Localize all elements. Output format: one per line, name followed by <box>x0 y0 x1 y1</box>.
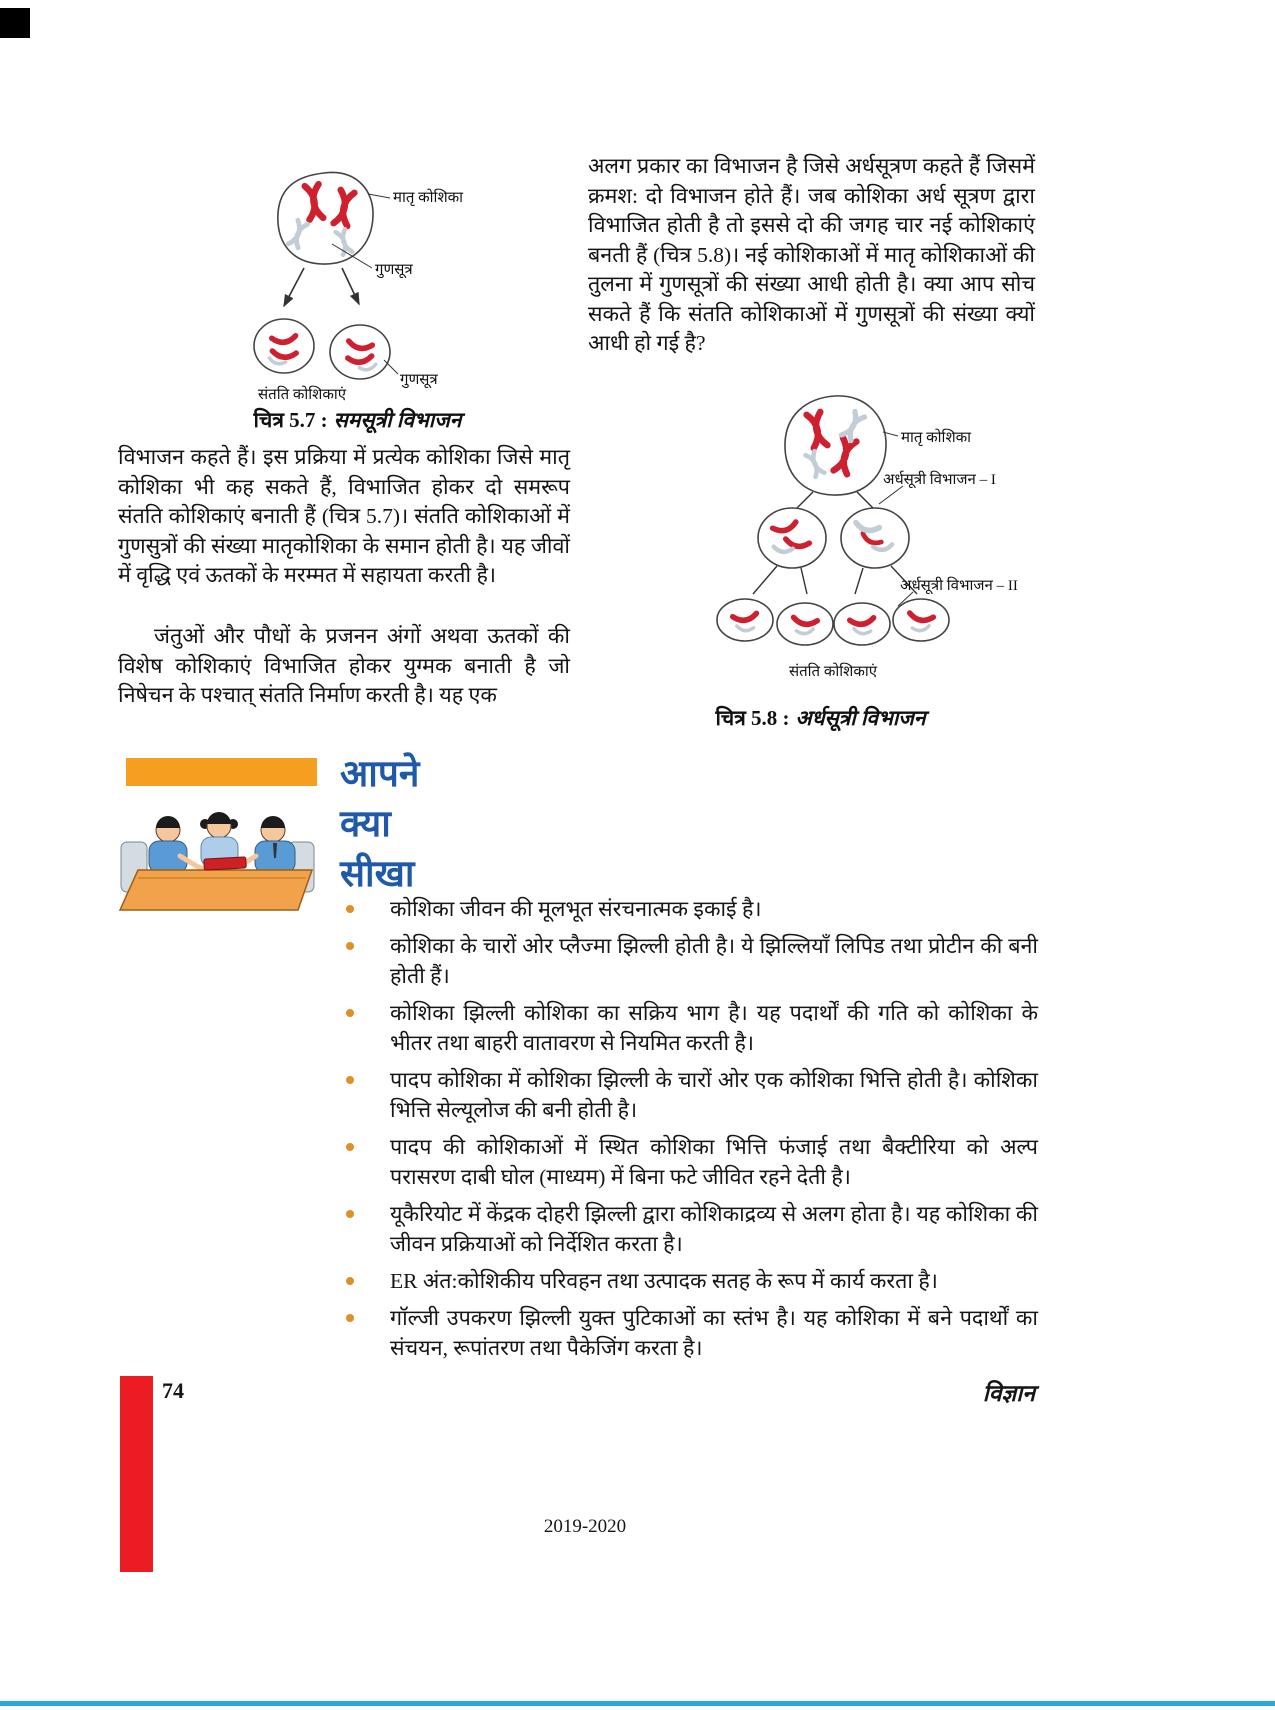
figure58-caption-title: अर्धसूत्री विभाजन <box>795 706 926 730</box>
footer-year: 2019-2020 <box>543 1516 627 1537</box>
summary-heading-line1: आपने <box>340 754 420 795</box>
list-item <box>340 894 1038 924</box>
bullet-icon <box>346 942 354 950</box>
figure57-label-daughter-cells: संतति कोशिकाएं <box>258 387 347 403</box>
bullet-text: ER अंत:कोशिकीय परिवहन तथा उत्पादक सतह के रूप में कार्य करता है। <box>390 1269 938 1293</box>
figure57-label-chromosome-bottom: गुणसूत्र <box>400 372 438 388</box>
bullet-icon <box>346 1076 354 1084</box>
summary-heading <box>340 750 419 900</box>
bullet-text: कोशिका जीवन की मूलभूत संरचनात्मक इकाई है। <box>390 897 762 921</box>
bullet-icon <box>346 1210 354 1218</box>
bullet-text: गॉल्जी उपकरण झिल्ली युक्त पुटिकाओं का स्तंभ है। यह कोशिका में बने पदार्थों का संचयन, रूपांतरण तथा पैकेजिंग करता है। <box>390 1306 1038 1360</box>
bullet-text: यूकैरियोट में केंद्रक दोहरी झिल्ली द्वारा कोशिकाद्रव्य से अलग होता है। यह कोशिका की जीवन प्रक्रियाओं को निर्देशित करता है। <box>390 1202 1038 1256</box>
figure57-label-chromosome-top: गुणसूत्र <box>375 262 413 278</box>
summary-heading-line3: सीखा <box>340 854 415 895</box>
figure57-label-mother-cell: मातृ कोशिका <box>393 190 464 206</box>
figure-meiosis <box>695 388 1040 688</box>
bullet-icon <box>346 1277 354 1285</box>
figure58-label-division1: अर्धसूत्री विभाजन – I <box>883 472 996 488</box>
students-illustration <box>116 786 321 918</box>
bullet-text: कोशिका झिल्ली कोशिका का सक्रिय भाग है। यह पदार्थों की गति को कोशिका के भीतर तथा बाहरी वातावरण से नियमित करती है। <box>390 1001 1038 1055</box>
list-item <box>340 998 1038 1058</box>
figure58-caption <box>698 704 943 732</box>
figure-mitosis <box>232 156 482 406</box>
figure57-caption-number: चित्र 5.7 : <box>253 408 328 432</box>
paragraph-gametes: जंतुओं और पौधों के प्रजनन अंगों अथवा ऊतकों की विशेष कोशिकाएं विभाजित होकर युग्मक बनाती है जो निषेचन के पश्चात् संतति निर्माण करती है। यह एक <box>118 624 570 707</box>
mitosis-diagram <box>232 156 482 406</box>
corner-mark <box>0 8 30 38</box>
list-item <box>340 1199 1038 1259</box>
bottom-blue-line <box>0 1701 1275 1706</box>
paragraph-mitosis: विभाजन कहते हैं। इस प्रक्रिया में प्रत्येक कोशिका जिसे मातृ कोशिका भी कह सकते हैं, विभाजित होकर दो समरूप संतति कोशिकाएं बनाती हैं (चित्र 5.7)। संतति कोशिकाओं में गुणसुत्रों की संख्या मातृकोशिका के समान होती है। यह जीवों में वृद्धि एवं ऊतकों के मरम्मत में सहायता करती है। <box>118 445 570 587</box>
figure58-label-mother-cell: मातृ कोशिका <box>901 430 972 446</box>
list-item <box>340 1303 1038 1363</box>
list-item <box>340 931 1038 991</box>
list-item <box>340 1065 1038 1125</box>
meiosis-diagram <box>695 388 1040 688</box>
summary-bullet-list <box>340 894 1038 1370</box>
figure58-label-division2: अर्धसूत्री विभाजन – II <box>900 578 1018 594</box>
bullet-icon <box>346 1009 354 1017</box>
list-item <box>340 1266 1038 1296</box>
orange-bar <box>126 758 317 786</box>
bullet-text: पादप कोशिका में कोशिका झिल्ली के चारों ओर एक कोशिका भित्ति होती है। कोशिका भित्ति सेल्यूलोज की बनी होती है। <box>390 1068 1038 1122</box>
bullet-icon <box>346 905 354 913</box>
bullet-icon <box>346 1314 354 1322</box>
summary-heading-line2: क्या <box>340 804 391 845</box>
bullet-text: कोशिका के चारों ओर प्लैज्मा झिल्ली होती है। ये झिल्लियाँ लिपिड तथा प्रोटीन की बनी होती हैं। <box>390 934 1038 988</box>
footer-red-bar <box>120 1376 153 1572</box>
footer-subject: विज्ञान <box>982 1381 1035 1406</box>
figure57-caption <box>235 406 480 434</box>
bullet-icon <box>346 1143 354 1151</box>
figure57-caption-title: समसूत्री विभाजन <box>333 408 462 432</box>
bullet-text: पादप की कोशिकाओं में स्थित कोशिका भित्ति फंजाई तथा बैक्टीरिया को अल्प परासरण दाबी घोल (माध्यम) में बिना फटे जीवित रहने देती है। <box>390 1135 1038 1189</box>
figure58-label-daughter-cells: संतति कोशिकाएं <box>788 664 878 680</box>
figure58-caption-number: चित्र 5.8 : <box>715 706 790 730</box>
paragraph-meiosis-intro: अलग प्रकार का विभाजन है जिसे अर्धसूत्रण कहते हैं जिसमें क्रमश: दो विभाजन होते हैं। जब कोशिका अर्ध सूत्रण द्वारा विभाजित होती है तो इससे दो की जगह चार नई कोशिकाएं बनती हैं (चित्र 5.8)। नई कोशिकाओं में मातृ कोशिकाओं की तुलना में गुणसूत्रों की संख्या आधी होती है। क्या आप सोच सकते हैं कि संतति कोशिकाओं में गुणसूत्रों की संख्या क्यों आधी हो गई है? <box>588 154 1035 355</box>
list-item <box>340 1132 1038 1192</box>
students-at-table-icon <box>116 786 321 918</box>
page-number: 74 <box>162 1378 184 1403</box>
